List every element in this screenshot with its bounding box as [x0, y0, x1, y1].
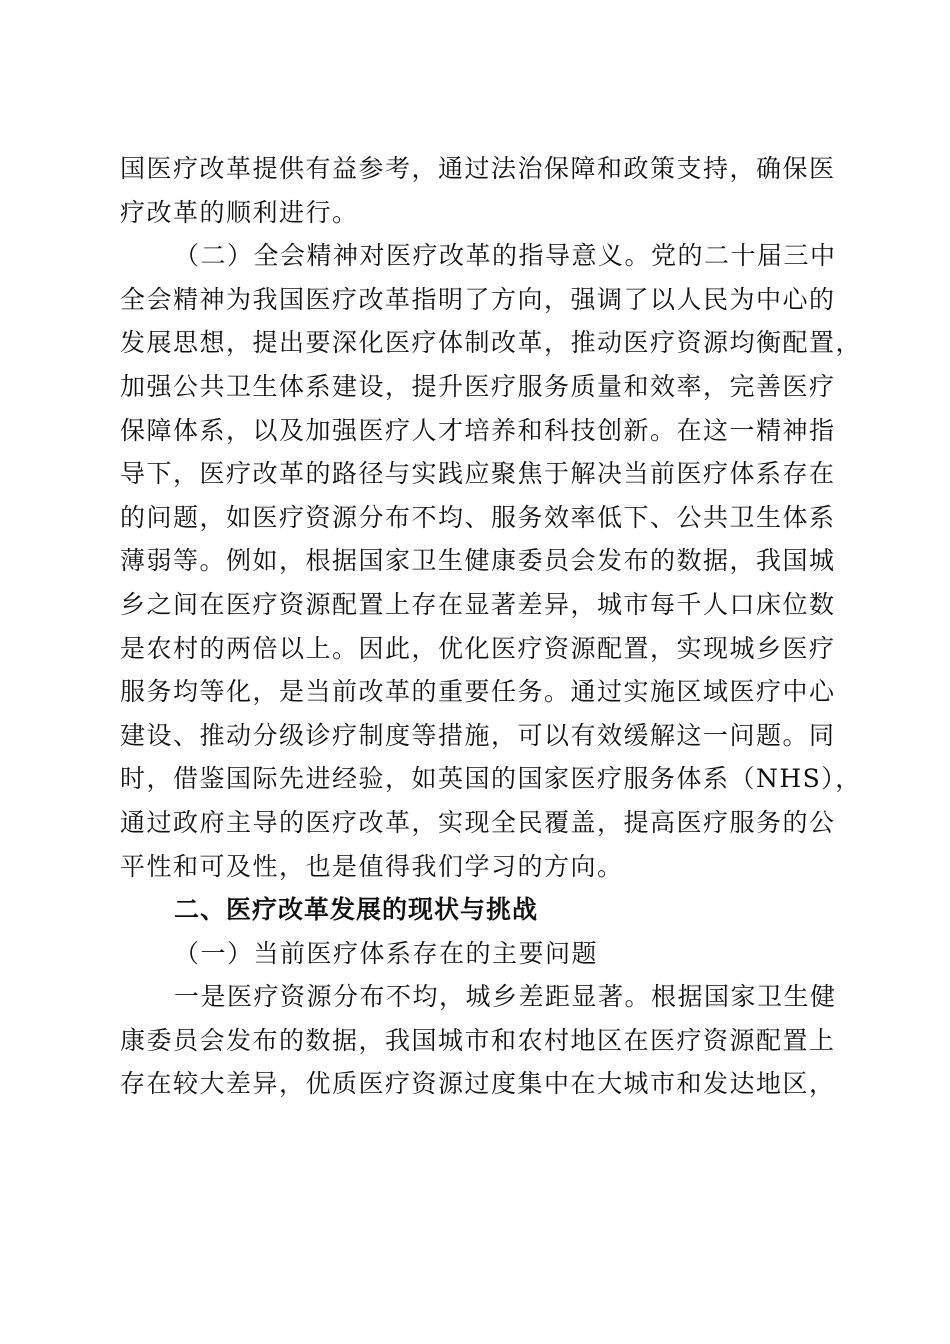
body-line: 时，借鉴国际先进经验，如英国的国家医疗服务体系（NHS）， — [120, 764, 862, 794]
body-line: 全会精神为我国医疗改革指明了方向，强调了以人民为中心的 — [120, 284, 836, 314]
body-line: 存在较大差异，优质医疗资源过度集中在大城市和发达地区， — [120, 1069, 836, 1099]
body-line: 国医疗改革提供有益参考，通过法治保障和政策支持，确保医 — [120, 154, 836, 183]
body-line: 乡之间在医疗资源配置上存在显著差异，城市每千人口床位数 — [120, 589, 836, 619]
body-line: 疗改革的顺利进行。 — [120, 197, 359, 227]
body-line: 薄弱等。例如，根据国家卫生健康委员会发布的数据，我国城 — [120, 546, 836, 576]
body-line: 发展思想，提出要深化医疗体制改革，推动医疗资源均衡配置， — [120, 328, 863, 358]
body-line: 是农村的两倍以上。因此，优化医疗资源配置，实现城乡医疗 — [120, 633, 836, 663]
body-line: 保障体系，以及加强医疗人才培养和科技创新。在这一精神指 — [120, 415, 836, 445]
body-line: 建设、推动分级诊疗制度等措施，可以有效缓解这一问题。同 — [120, 720, 836, 750]
body-line: 康委员会发布的数据，我国城市和农村地区在医疗资源配置上 — [120, 1025, 836, 1055]
body-line: 加强公共卫生体系建设，提升医疗服务质量和效率，完善医疗 — [120, 371, 836, 401]
document-body — [120, 147, 863, 1106]
body-line: （二）全会精神对医疗改革的指导意义。党的二十届三中 — [174, 241, 837, 271]
subsection-heading: （一）当前医疗体系存在的主要问题 — [174, 938, 599, 968]
body-line: 的问题，如医疗资源分布不均、服务效率低下、公共卫生体系 — [120, 502, 836, 532]
body-line: 服务均等化，是当前改革的重要任务。通过实施区域医疗中心 — [120, 677, 836, 707]
body-line: 导下，医疗改革的路径与实践应聚焦于解决当前医疗体系存在 — [120, 459, 836, 489]
body-line: 平性和可及性，也是值得我们学习的方向。 — [120, 851, 624, 881]
body-line: 一是医疗资源分布不均，城乡差距显著。根据国家卫生健 — [174, 982, 837, 1012]
body-line: 通过政府主导的医疗改革，实现全民覆盖，提高医疗服务的公 — [120, 807, 836, 837]
section-heading: 二、医疗改革发展的现状与挑战 — [174, 895, 539, 925]
